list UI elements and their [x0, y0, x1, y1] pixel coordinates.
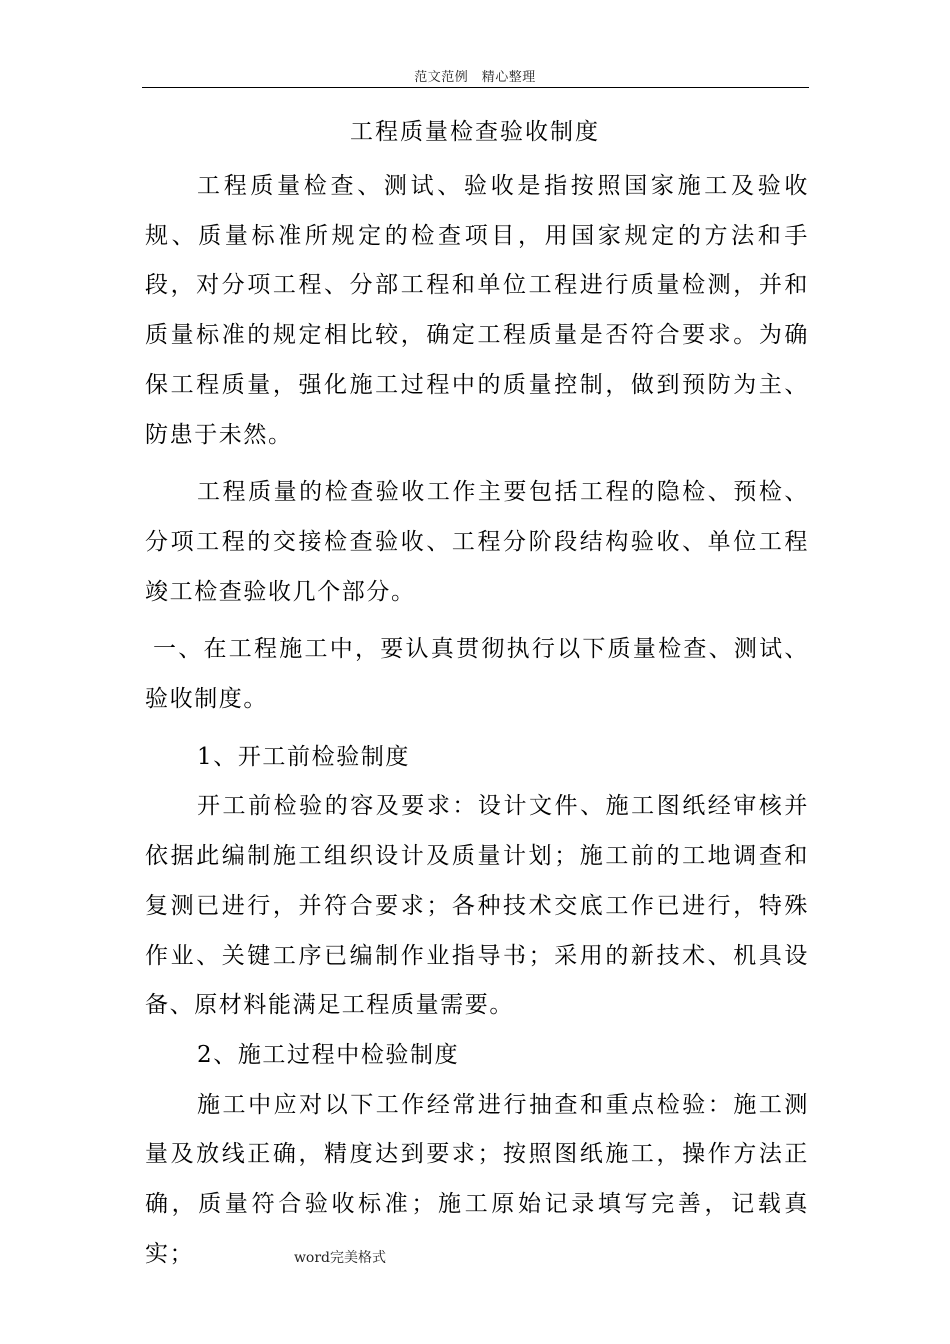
section-heading-1: 一、在工程施工中，要认真贯彻执行以下质量检查、测试、验收制度。: [145, 636, 809, 713]
paragraph-scope: 工程质量的检查验收工作主要包括工程的隐检、预检、分项工程的交接检查验收、工程分阶段结构验收、单位工程竣工检查验收几个部分。: [145, 479, 809, 605]
running-footer: word完美格式: [293, 1250, 387, 1266]
document-title: 工程质量检查验收制度: [350, 119, 600, 145]
paragraph-in-process-inspection: 施工中应对以下工作经常进行抽查和重点检验：施工测量及放线正确，精度达到要求；按照图纸施工，操作方法正确，质量符合验收标准；施工原始记录填写完善，记载真实；: [145, 1091, 809, 1267]
header-divider: [142, 87, 809, 88]
subsection-heading-2: 2、施工过程中检验制度: [197, 1041, 460, 1068]
document-body: [145, 162, 809, 1279]
running-header: 范文范例 精心整理: [414, 70, 536, 85]
paragraph-intro: 工程质量检查、测试、验收是指按照国家施工及验收规、质量标准所规定的检查项目，用国家规定的方法和手段，对分项工程、分部工程和单位工程进行质量检测，并和质量标准的规定相比较，确定工程质量是否符合要求。为确保工程质量，强化施工过程中的质量控制，做到预防为主、防患于未然。: [145, 173, 809, 448]
paragraph-pre-start-inspection: 开工前检验的容及要求：设计文件、施工图纸经审核并依据此编制施工组织设计及质量计划；施工前的工地调查和复测已进行，并符合要求；各种技术交底工作已进行，特殊作业、关键工序已编制作业指导书；采用的新技术、机具设备、原材料能满足工程质量需要。: [145, 793, 809, 1019]
subsection-heading-1: 1、开工前检验制度: [197, 743, 411, 770]
